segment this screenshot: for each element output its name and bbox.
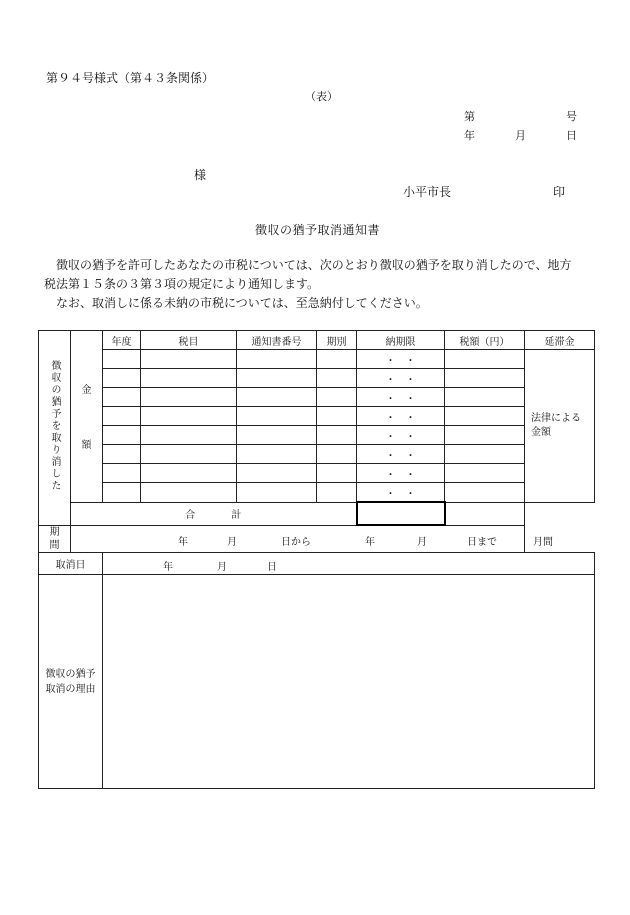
due-date-placeholder: ・ ・ <box>385 374 416 386</box>
sender-name: 小平市長 <box>403 185 452 199</box>
document-title: 徴収の猶予取消通知書 <box>255 223 381 237</box>
cancel-date-row <box>39 553 595 575</box>
due-date-cell[interactable] <box>357 369 445 388</box>
year-cell[interactable] <box>103 426 141 445</box>
due-date-cell[interactable] <box>357 407 445 426</box>
tax-item-cell[interactable] <box>141 445 237 464</box>
due-date-cell[interactable] <box>357 483 445 503</box>
due-date-cell[interactable] <box>357 350 445 369</box>
document-number-suffix: 号 <box>566 110 577 123</box>
table-row <box>39 483 595 503</box>
notice-paragraph-1-line-1: 徴収の猶予を許可したあなたの市税については、次のとおり徴収の猶予を取り消したので、地方 <box>56 258 572 272</box>
year-cell[interactable] <box>103 483 141 503</box>
due-date-placeholder: ・ ・ <box>385 431 416 443</box>
period-type-cell[interactable] <box>317 426 357 445</box>
total-row <box>39 502 595 525</box>
total-label-2: 計 <box>231 510 242 521</box>
period-to-month: 月 <box>417 537 427 548</box>
notice-number-cell[interactable] <box>237 350 317 369</box>
due-date-cell[interactable] <box>357 445 445 464</box>
amount-label-top: 金 <box>81 385 92 397</box>
period-label-2: 間 <box>49 539 60 551</box>
period-label-1: 期 <box>49 526 60 538</box>
table-row <box>39 426 595 445</box>
cancel-date-month: 月 <box>217 562 227 573</box>
document-number-prefix: 第 <box>464 110 475 123</box>
period-to-year: 年 <box>365 537 375 548</box>
period-to-day: 日まで <box>467 537 497 548</box>
group-label: 徴収の猶予を取り消した <box>49 360 60 493</box>
notice-number-cell[interactable] <box>237 426 317 445</box>
period-row <box>39 525 595 553</box>
tax-amount-cell[interactable] <box>445 426 525 445</box>
penalty-cell <box>525 350 595 503</box>
due-date-cell[interactable] <box>357 426 445 445</box>
side-label: （表） <box>305 90 338 103</box>
tax-item-cell[interactable] <box>141 483 237 503</box>
notice-number-cell[interactable] <box>237 407 317 426</box>
reason-label-cell <box>39 575 103 789</box>
reason-label-line-1: 徴収の猶予 <box>45 668 96 680</box>
tax-item-cell[interactable] <box>141 350 237 369</box>
year-cell[interactable] <box>103 464 141 483</box>
column-header-year: 年度 <box>103 331 141 350</box>
cancel-date-day: 日 <box>267 562 277 573</box>
year-cell[interactable] <box>103 407 141 426</box>
cancellation-table <box>38 330 595 789</box>
column-header-tax-amount: 税額（円） <box>445 331 525 350</box>
tax-amount-cell[interactable] <box>445 369 525 388</box>
form-number: 第９４号様式（第４３条関係） <box>46 71 215 85</box>
period-type-cell[interactable] <box>317 483 357 503</box>
notice-number-cell[interactable] <box>237 388 317 407</box>
year-cell[interactable] <box>103 445 141 464</box>
seal-mark: 印 <box>553 185 566 199</box>
column-header-tax-item: 税目 <box>141 331 237 350</box>
period-type-cell[interactable] <box>317 407 357 426</box>
tax-item-cell[interactable] <box>141 464 237 483</box>
period-type-cell[interactable] <box>317 445 357 464</box>
tax-item-cell[interactable] <box>141 426 237 445</box>
column-header-due-date: 納期限 <box>357 331 445 350</box>
notice-body <box>44 256 604 313</box>
notice-number-cell[interactable] <box>237 464 317 483</box>
table-row <box>39 388 595 407</box>
year-cell[interactable] <box>103 369 141 388</box>
total-amount-cell[interactable] <box>357 502 445 525</box>
period-from-day: 日から <box>281 537 311 548</box>
tax-amount-cell[interactable] <box>445 445 525 464</box>
period-type-cell[interactable] <box>317 464 357 483</box>
due-date-placeholder: ・ ・ <box>385 469 416 481</box>
period-value-cell[interactable] <box>71 525 553 553</box>
due-date-placeholder: ・ ・ <box>385 393 416 405</box>
penalty-note-line-2: 金額 <box>531 426 551 438</box>
notice-number-cell[interactable] <box>237 369 317 388</box>
reason-value-cell[interactable] <box>103 575 595 789</box>
tax-amount-cell[interactable] <box>445 388 525 407</box>
total-penalty-cell <box>445 502 525 525</box>
tax-amount-cell[interactable] <box>445 464 525 483</box>
penalty-note-line-1: 法律による <box>531 412 581 424</box>
period-months: 月間 <box>533 537 553 548</box>
notice-number-cell[interactable] <box>237 483 317 503</box>
cancel-date-value-cell[interactable] <box>103 553 595 575</box>
addressee-suffix: 様 <box>194 168 207 182</box>
table-row <box>39 369 595 388</box>
period-from-month: 月 <box>227 537 237 548</box>
table-row <box>39 445 595 464</box>
total-label-1: 合 <box>185 510 196 521</box>
issue-date-day: 日 <box>566 129 577 142</box>
reason-label-line-2: 取消の理由 <box>45 683 96 695</box>
amount-label-bottom: 額 <box>81 440 92 452</box>
tax-amount-cell[interactable] <box>445 350 525 369</box>
due-date-placeholder: ・ ・ <box>385 355 416 367</box>
due-date-cell[interactable] <box>357 388 445 407</box>
amount-label-cell <box>71 331 103 503</box>
issue-date-month: 月 <box>515 129 526 142</box>
period-type-cell[interactable] <box>317 350 357 369</box>
cancel-date-label-cell <box>39 553 103 575</box>
cancel-date-year: 年 <box>163 562 173 573</box>
total-label-cell <box>71 502 357 525</box>
due-date-placeholder: ・ ・ <box>385 450 416 462</box>
column-header-notice-number: 通知書番号 <box>237 331 317 350</box>
cancel-date-label: 取消日 <box>55 560 86 571</box>
tax-item-cell[interactable] <box>141 369 237 388</box>
table-row <box>39 464 595 483</box>
group-label-cell <box>39 331 71 526</box>
period-from-year: 年 <box>178 537 188 548</box>
tax-item-cell[interactable] <box>141 407 237 426</box>
table-row <box>39 350 595 369</box>
period-type-cell[interactable] <box>317 369 357 388</box>
period-label-cell <box>39 525 71 553</box>
notice-paragraph-2: なお、取消しに係る未納の市税については、至急納付してください。 <box>56 296 428 310</box>
year-cell[interactable] <box>103 350 141 369</box>
tax-amount-cell[interactable] <box>445 407 525 426</box>
column-header-penalty: 延滞金 <box>525 331 595 350</box>
notice-paragraph-1-line-2: 税法第１５条の３第３項の規定により通知します。 <box>44 277 320 291</box>
tax-amount-cell[interactable] <box>445 483 525 503</box>
reason-row <box>39 575 595 789</box>
notice-number-cell[interactable] <box>237 445 317 464</box>
table-row <box>39 407 595 426</box>
due-date-placeholder: ・ ・ <box>385 412 416 424</box>
column-header-period-type: 期別 <box>317 331 357 350</box>
due-date-placeholder: ・ ・ <box>385 488 416 500</box>
tax-item-cell[interactable] <box>141 388 237 407</box>
issue-date-year: 年 <box>464 129 475 142</box>
period-type-cell[interactable] <box>317 388 357 407</box>
due-date-cell[interactable] <box>357 464 445 483</box>
year-cell[interactable] <box>103 388 141 407</box>
